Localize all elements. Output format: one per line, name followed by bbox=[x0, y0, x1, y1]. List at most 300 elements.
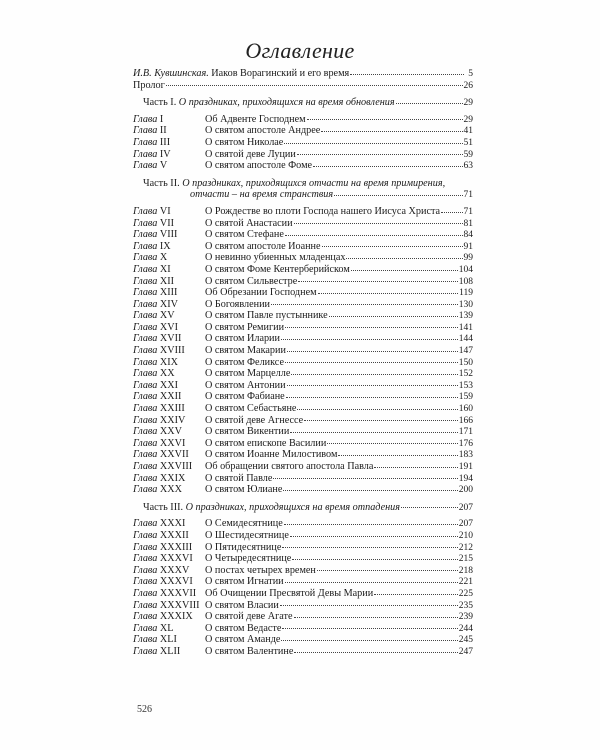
chapter-number bbox=[133, 518, 205, 530]
part-label: Часть II. bbox=[143, 177, 180, 189]
chapter-page: 221 bbox=[458, 577, 473, 588]
chapter-title: О святой деве Агате bbox=[205, 611, 293, 623]
dot-leader bbox=[282, 547, 457, 548]
chapter-title: О святом Павле пустыннике bbox=[205, 310, 328, 322]
chapter-entry[interactable] bbox=[133, 137, 473, 149]
chapter-entry[interactable] bbox=[133, 276, 473, 288]
chapter-roman: XXXVI bbox=[159, 553, 193, 565]
part-heading[interactable] bbox=[133, 178, 473, 201]
dot-leader bbox=[285, 362, 458, 363]
chapter-word: Глава bbox=[133, 345, 158, 357]
dot-leader bbox=[284, 143, 462, 144]
chapter-title: О святом епископе Василии bbox=[205, 437, 327, 449]
chapter-page: 63 bbox=[463, 161, 473, 172]
chapter-entry[interactable] bbox=[133, 333, 473, 345]
chapter-number bbox=[133, 565, 205, 577]
chapter-word: Глава bbox=[133, 252, 158, 264]
chapter-page: 99 bbox=[463, 253, 473, 264]
chapter-roman: XII bbox=[159, 275, 175, 287]
dot-leader bbox=[166, 85, 463, 86]
chapter-title: О Пятидесятнице bbox=[205, 541, 282, 553]
chapter-page: 141 bbox=[458, 322, 473, 333]
chapter-title: О Семидесятнице bbox=[205, 518, 283, 530]
chapter-word: Глава bbox=[133, 461, 158, 472]
chapter-word: Глава bbox=[133, 205, 158, 217]
chapter-number bbox=[133, 206, 205, 218]
chapter-word: Глава bbox=[133, 518, 158, 530]
chapter-word: Глава bbox=[133, 529, 158, 541]
chapter-number bbox=[133, 530, 205, 542]
part-heading-text bbox=[143, 97, 395, 109]
chapter-word: Глава bbox=[133, 333, 158, 345]
toc-entry-intro[interactable] bbox=[133, 68, 473, 80]
part-title-continued: отчасти – на время странствия bbox=[190, 189, 334, 201]
chapter-title: О святом Власии bbox=[205, 599, 279, 611]
dot-leader bbox=[282, 628, 457, 629]
dot-leader bbox=[287, 351, 458, 352]
chapter-title: О святой деве Луции bbox=[205, 148, 296, 160]
chapter-page: 51 bbox=[463, 137, 473, 148]
dot-leader bbox=[281, 640, 457, 641]
chapter-entry[interactable] bbox=[133, 623, 473, 635]
chapter-roman: XLI bbox=[159, 634, 177, 646]
chapter-word: Глава bbox=[133, 564, 158, 576]
chapter-entry[interactable] bbox=[133, 565, 473, 577]
chapter-roman: XXI bbox=[159, 379, 179, 391]
chapter-entry[interactable] bbox=[133, 229, 473, 241]
chapter-number bbox=[133, 588, 205, 600]
dot-leader bbox=[285, 235, 463, 236]
chapter-roman: XXIII bbox=[159, 403, 185, 415]
chapter-title: О святом Викентии bbox=[205, 426, 290, 438]
dot-leader bbox=[374, 467, 457, 468]
chapter-entry[interactable] bbox=[133, 206, 473, 218]
chapter-entry[interactable] bbox=[133, 160, 473, 172]
chapter-page: 171 bbox=[458, 427, 473, 438]
chapter-title: Об Очищении Пресвятой Девы Марии bbox=[205, 587, 374, 599]
chapter-page: 191 bbox=[458, 462, 473, 472]
chapter-page: 215 bbox=[458, 554, 473, 565]
chapter-entry[interactable] bbox=[133, 114, 473, 126]
chapter-entry[interactable] bbox=[133, 391, 473, 403]
chapter-page: 160 bbox=[458, 404, 473, 415]
chapter-word: Глава bbox=[133, 310, 158, 322]
chapter-word: Глава bbox=[133, 298, 158, 310]
chapter-word: Глава bbox=[133, 622, 158, 634]
toc-entry-prologue[interactable] bbox=[133, 80, 473, 92]
part-title: О праздниках, приходящихся на время обновления bbox=[178, 97, 395, 109]
dot-leader bbox=[317, 570, 458, 571]
chapter-entry[interactable] bbox=[133, 287, 473, 299]
chapter-title: О Богоявлении bbox=[205, 298, 270, 310]
dot-leader bbox=[346, 258, 462, 259]
chapter-number bbox=[133, 484, 205, 496]
dot-leader bbox=[294, 223, 463, 224]
dot-leader bbox=[290, 432, 457, 433]
chapter-page: 41 bbox=[463, 126, 473, 137]
entry-page: 5 bbox=[468, 69, 473, 79]
entry-label bbox=[133, 68, 349, 80]
dot-leader bbox=[338, 455, 457, 456]
chapter-entry[interactable] bbox=[133, 149, 473, 161]
chapter-page: 71 bbox=[463, 206, 473, 217]
page-title: Оглавление bbox=[245, 38, 355, 63]
dot-leader bbox=[374, 594, 458, 595]
part-label: Часть I. bbox=[143, 97, 177, 109]
chapter-page: 207 bbox=[458, 519, 473, 530]
chapter-roman: VIII bbox=[159, 229, 178, 241]
part-label: Часть III. bbox=[143, 501, 184, 513]
chapter-entry[interactable] bbox=[133, 264, 473, 276]
page-number: 526 bbox=[137, 704, 152, 715]
dot-leader bbox=[285, 582, 458, 583]
chapter-title: О святом Стефане bbox=[205, 229, 284, 241]
chapter-entry[interactable] bbox=[133, 357, 473, 369]
chapter-page: 244 bbox=[458, 623, 473, 634]
chapter-title: О святом Юлиане bbox=[205, 484, 283, 496]
chapter-entry[interactable] bbox=[133, 518, 473, 530]
part-page: 29 bbox=[463, 98, 473, 109]
chapter-title: О святом Антонии bbox=[205, 379, 286, 391]
chapter-title: О святой Анастасии bbox=[205, 217, 293, 229]
chapter-word: Глава bbox=[133, 541, 158, 553]
chapter-entry[interactable] bbox=[133, 634, 473, 646]
part-page: 71 bbox=[463, 190, 473, 201]
chapter-page: 147 bbox=[458, 346, 473, 357]
chapter-page: 210 bbox=[458, 530, 473, 541]
chapter-roman: XXXVI bbox=[159, 576, 193, 588]
chapter-number bbox=[133, 634, 205, 646]
part-heading-line1 bbox=[133, 178, 473, 190]
chapter-number bbox=[133, 611, 205, 623]
chapter-title: О святом апостоле Иоанне bbox=[205, 240, 321, 252]
chapter-entry[interactable] bbox=[133, 380, 473, 392]
chapter-entry[interactable] bbox=[133, 299, 473, 311]
dot-leader bbox=[318, 293, 459, 294]
entry-page: 26 bbox=[463, 80, 473, 91]
chapter-page: 59 bbox=[463, 149, 473, 160]
chapter-number bbox=[133, 357, 205, 369]
chapter-page: 225 bbox=[458, 588, 473, 599]
chapter-entry[interactable] bbox=[133, 588, 473, 600]
part-heading[interactable] bbox=[133, 502, 473, 514]
chapter-word: Глава bbox=[133, 391, 158, 403]
chapter-number bbox=[133, 553, 205, 565]
chapter-page: 104 bbox=[458, 264, 473, 275]
chapter-page: 247 bbox=[458, 646, 473, 657]
dot-leader bbox=[297, 409, 457, 410]
chapter-roman: XI bbox=[159, 263, 171, 275]
chapter-title: О святом Макарии bbox=[205, 345, 286, 357]
chapter-number bbox=[133, 229, 205, 241]
chapter-number bbox=[133, 218, 205, 230]
chapter-number bbox=[133, 576, 205, 588]
entry-title: Пролог bbox=[133, 79, 165, 91]
chapter-number bbox=[133, 114, 205, 126]
chapter-roman: III bbox=[159, 136, 171, 148]
entry-title: Иаков Ворагинский и его время bbox=[211, 68, 350, 79]
chapter-page: 152 bbox=[458, 369, 473, 380]
chapter-roman: XIX bbox=[159, 356, 179, 368]
chapter-number bbox=[133, 345, 205, 357]
dot-leader bbox=[441, 212, 462, 213]
chapter-number bbox=[133, 149, 205, 161]
chapter-number bbox=[133, 252, 205, 264]
chapter-entry[interactable] bbox=[133, 553, 473, 565]
chapter-roman: XXIV bbox=[159, 414, 186, 426]
chapter-word: Глава bbox=[133, 553, 158, 565]
chapter-word: Глава bbox=[133, 275, 158, 287]
dot-leader bbox=[298, 281, 458, 282]
chapter-page: 245 bbox=[458, 635, 473, 646]
chapter-entry[interactable] bbox=[133, 125, 473, 137]
chapter-word: Глава bbox=[133, 356, 158, 368]
chapter-word: Глава bbox=[133, 136, 158, 148]
dot-leader bbox=[290, 536, 458, 537]
chapter-title: О святом апостоле Фоме bbox=[205, 160, 313, 172]
chapter-title: О святом Николае bbox=[205, 136, 284, 148]
chapter-title: О святом Ведасте bbox=[205, 622, 282, 634]
chapter-title: О святом Фабиане bbox=[205, 391, 285, 403]
chapter-title: О святом Сильвестре bbox=[205, 275, 298, 287]
chapter-entry[interactable] bbox=[133, 646, 473, 658]
chapter-entry[interactable] bbox=[133, 484, 473, 496]
chapter-number bbox=[133, 542, 205, 554]
dot-leader bbox=[273, 478, 457, 479]
part-page: 207 bbox=[458, 502, 473, 513]
chapter-title: Об Обрезании Господнем bbox=[205, 287, 317, 299]
chapter-roman: XVIII bbox=[159, 345, 185, 357]
chapter-word: Глава bbox=[133, 587, 158, 599]
chapter-entry[interactable] bbox=[133, 218, 473, 230]
dot-leader bbox=[281, 339, 458, 340]
chapter-word: Глава bbox=[133, 484, 158, 496]
chapter-word: Глава bbox=[133, 240, 158, 252]
chapter-page: 84 bbox=[463, 230, 473, 241]
chapter-page: 144 bbox=[458, 334, 473, 345]
chapter-page: 159 bbox=[458, 392, 473, 403]
chapter-title: О святой Павле bbox=[205, 472, 273, 484]
chapter-page: 166 bbox=[458, 415, 473, 426]
chapter-word: Глава bbox=[133, 449, 158, 461]
chapter-word: Глава bbox=[133, 403, 158, 415]
chapter-entry[interactable] bbox=[133, 600, 473, 612]
chapter-roman: XXIX bbox=[159, 472, 186, 484]
chapter-roman: XXX bbox=[159, 484, 182, 496]
chapter-word: Глава bbox=[133, 148, 158, 160]
chapter-title: О святом Игнатии bbox=[205, 576, 284, 588]
chapter-page: 218 bbox=[458, 565, 473, 576]
chapter-title: О постах четырех времен bbox=[205, 564, 316, 576]
dot-leader bbox=[297, 154, 463, 155]
chapter-entry[interactable] bbox=[133, 542, 473, 554]
chapter-number bbox=[133, 426, 205, 438]
chapter-number bbox=[133, 438, 205, 450]
chapter-word: Глава bbox=[133, 426, 158, 438]
chapter-roman: X bbox=[159, 252, 168, 264]
dot-leader bbox=[334, 195, 462, 196]
chapter-roman: XX bbox=[159, 368, 175, 380]
chapter-roman: XXXII bbox=[159, 529, 189, 541]
chapter-entry[interactable] bbox=[133, 322, 473, 334]
chapter-entry[interactable] bbox=[133, 368, 473, 380]
dot-leader bbox=[401, 507, 458, 508]
dot-leader bbox=[307, 119, 463, 120]
dot-leader bbox=[313, 166, 462, 167]
chapter-title: О святой деве Агнессе bbox=[205, 414, 304, 426]
dot-leader bbox=[329, 316, 458, 317]
chapter-number bbox=[133, 160, 205, 172]
chapter-number bbox=[133, 287, 205, 299]
chapter-page: 235 bbox=[458, 600, 473, 611]
dot-leader bbox=[283, 490, 457, 491]
chapter-entry[interactable] bbox=[133, 461, 473, 473]
chapter-word: Глава bbox=[133, 599, 158, 611]
chapter-word: Глава bbox=[133, 472, 158, 484]
part-heading-text bbox=[143, 502, 400, 514]
chapter-word: Глава bbox=[133, 113, 158, 125]
chapter-title: О святом Аманде bbox=[205, 634, 281, 646]
part-title: О праздниках, приходящихся на время отпадения bbox=[185, 501, 400, 513]
chapter-entry[interactable] bbox=[133, 415, 473, 427]
chapter-roman: XV bbox=[159, 310, 175, 322]
chapter-title: О святом Иоанне Милостивом bbox=[205, 449, 338, 461]
chapter-number bbox=[133, 276, 205, 288]
chapter-roman: VII bbox=[159, 217, 175, 229]
dot-leader bbox=[327, 443, 457, 444]
chapter-roman: XIII bbox=[159, 287, 178, 299]
chapter-page: 176 bbox=[458, 438, 473, 449]
chapter-page: 29 bbox=[463, 114, 473, 125]
chapter-entry[interactable] bbox=[133, 426, 473, 438]
chapter-number bbox=[133, 461, 205, 473]
dot-leader bbox=[294, 652, 457, 653]
chapter-page: 212 bbox=[458, 542, 473, 553]
chapter-number bbox=[133, 137, 205, 149]
chapter-page: 183 bbox=[458, 450, 473, 461]
chapter-title: О Четыредесятнице bbox=[205, 553, 292, 565]
chapter-roman: XXXV bbox=[159, 564, 190, 576]
chapter-word: Глава bbox=[133, 611, 158, 623]
chapter-number bbox=[133, 241, 205, 253]
dot-leader bbox=[396, 103, 463, 104]
chapter-roman: XXXVIII bbox=[159, 599, 200, 611]
chapter-number bbox=[133, 473, 205, 485]
chapter-title: О Шестидесятнице bbox=[205, 529, 289, 541]
chapter-entry[interactable] bbox=[133, 611, 473, 623]
chapter-roman: XXVII bbox=[159, 449, 189, 461]
chapter-entry[interactable] bbox=[133, 403, 473, 415]
chapter-number bbox=[133, 333, 205, 345]
chapter-title: О святом Ремигии bbox=[205, 321, 285, 333]
chapter-entry[interactable] bbox=[133, 449, 473, 461]
chapter-number bbox=[133, 322, 205, 334]
chapter-roman: XVI bbox=[159, 321, 179, 333]
dot-leader bbox=[351, 270, 458, 271]
part-heading[interactable] bbox=[133, 97, 473, 109]
parts-list bbox=[133, 97, 473, 657]
chapter-title: О Рождестве во плоти Господа нашего Иисуса Христа bbox=[205, 205, 441, 217]
chapter-number bbox=[133, 449, 205, 461]
chapter-roman: XIV bbox=[159, 298, 179, 310]
chapter-page: 200 bbox=[458, 485, 473, 496]
chapter-entry[interactable] bbox=[133, 252, 473, 264]
chapter-word: Глава bbox=[133, 368, 158, 380]
chapter-word: Глава bbox=[133, 321, 158, 333]
chapter-number bbox=[133, 310, 205, 322]
chapter-roman: IX bbox=[159, 240, 171, 252]
chapter-number bbox=[133, 299, 205, 311]
chapter-roman: XXVI bbox=[159, 437, 186, 449]
chapter-entry[interactable] bbox=[133, 241, 473, 253]
chapter-roman: XXVIII bbox=[159, 461, 193, 472]
chapter-entry[interactable] bbox=[133, 530, 473, 542]
chapter-roman: XXII bbox=[159, 391, 182, 403]
chapter-roman: I bbox=[159, 113, 164, 125]
chapter-title: Об обращении святого апостола Павла bbox=[205, 461, 374, 472]
dot-leader bbox=[284, 524, 458, 525]
chapter-entry[interactable] bbox=[133, 438, 473, 450]
chapter-entry[interactable] bbox=[133, 345, 473, 357]
part-title: О праздниках, приходящихся отчасти на время примирения, bbox=[182, 177, 446, 189]
chapter-roman: XLII bbox=[159, 645, 181, 657]
chapter-title: О святом Феликсе bbox=[205, 356, 284, 368]
chapter-number bbox=[133, 125, 205, 137]
chapter-page: 194 bbox=[458, 473, 473, 484]
chapter-title: О святом Себастьяне bbox=[205, 403, 297, 415]
chapter-entry[interactable] bbox=[133, 473, 473, 485]
dot-leader bbox=[271, 304, 458, 305]
chapter-title: О святом Валентине bbox=[205, 645, 294, 657]
dot-leader bbox=[291, 374, 457, 375]
chapter-page: 108 bbox=[458, 276, 473, 287]
chapter-title: О святом Фоме Кентерберийском bbox=[205, 263, 350, 275]
chapter-roman: IV bbox=[159, 148, 171, 160]
chapter-word: Глава bbox=[133, 263, 158, 275]
chapter-roman: XVII bbox=[159, 333, 182, 345]
part-heading-line2 bbox=[133, 189, 473, 201]
chapter-page: 139 bbox=[458, 311, 473, 322]
chapter-page: 150 bbox=[458, 357, 473, 368]
dot-leader bbox=[285, 327, 458, 328]
dot-leader bbox=[287, 385, 458, 386]
dot-leader bbox=[350, 74, 464, 75]
chapter-word: Глава bbox=[133, 576, 158, 588]
chapter-roman: VI bbox=[159, 205, 171, 217]
chapter-word: Глава bbox=[133, 437, 158, 449]
dot-leader bbox=[304, 420, 458, 421]
chapter-page: 119 bbox=[459, 288, 473, 299]
chapter-number bbox=[133, 391, 205, 403]
chapter-roman: V bbox=[159, 160, 168, 172]
table-of-contents bbox=[133, 68, 473, 658]
chapter-number bbox=[133, 623, 205, 635]
chapter-word: Глава bbox=[133, 125, 158, 137]
chapter-word: Глава bbox=[133, 414, 158, 426]
entry-author: И.В. Кувшинская. bbox=[133, 68, 209, 79]
chapter-entry[interactable] bbox=[133, 310, 473, 322]
chapter-word: Глава bbox=[133, 379, 158, 391]
chapter-entry[interactable] bbox=[133, 576, 473, 588]
dot-leader bbox=[292, 559, 457, 560]
chapter-word: Глава bbox=[133, 229, 158, 241]
chapter-number bbox=[133, 380, 205, 392]
chapter-word: Глава bbox=[133, 160, 158, 172]
chapter-page: 130 bbox=[458, 299, 473, 310]
chapter-roman: XXV bbox=[159, 426, 182, 438]
chapter-title: О святом Марцелле bbox=[205, 368, 291, 380]
chapter-roman: XXXIX bbox=[159, 611, 193, 623]
